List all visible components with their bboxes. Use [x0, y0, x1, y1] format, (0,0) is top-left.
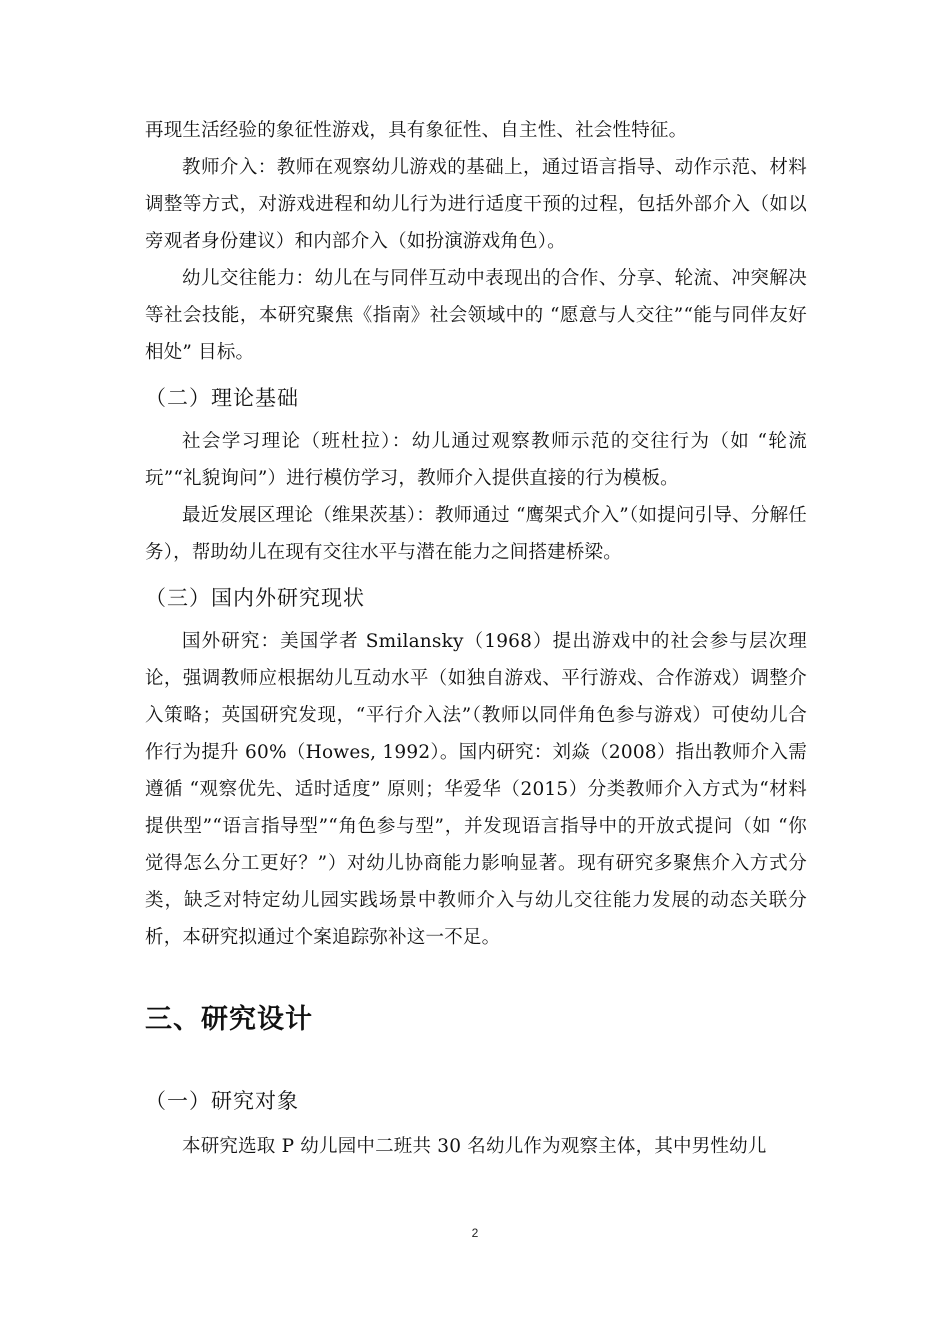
heading-research-design: 三、研究设计: [145, 1004, 313, 1035]
paragraph-teacher-intervention-definition: 教师介入：教师在观察幼儿游戏的基础上，通过语言指导、动作示范、材料调整等方式，对游戏进程和幼儿行为进行适度干预的过程，包括外部介入（如以旁观者身份建议）和内部介入（如扮演游戏角色）。: [145, 157, 807, 252]
heading-theoretical-basis: （二）理论基础: [145, 386, 299, 410]
page-number: 2: [471, 1226, 479, 1240]
paragraph-social-ability-definition: 幼儿交往能力：幼儿在与同伴互动中表现出的合作、分享、轮流、冲突解决等社会技能，本研究聚焦《指南》社会领域中的 “愿意与人交往”“能与同伴友好相处” 目标。: [145, 268, 807, 363]
paragraph-research-review: 国外研究：美国学者 Smilansky（1968）提出游戏中的社会参与层次理论，强调教师应根据幼儿互动水平（如独自游戏、平行游戏、合作游戏）调整介入策略；英国研究发现，“平行介入法”（教师以同伴角色参与游戏）可使幼儿合作行为提升 60%（Howes, 1992）。国内研究：刘焱（2008）指出教师介入需遵循 “观察优先、适时适度” 原则；华爱华（2015）分类教师介入方式为“材料提供型”“语言指导型”“角色参与型”，并发现语言指导中的开放式提问（如 “你觉得怎么分工更好？”）对幼儿协商能力影响显著。现有研究多聚焦介入方式分类，缺乏对特定幼儿园实践场景中教师介入与幼儿交往能力发展的动态关联分析，本研究拟通过个案追踪弥补这一不足。: [145, 631, 807, 948]
paragraph-social-learning-theory: 社会学习理论（班杜拉）：幼儿通过观察教师示范的交往行为（如 “轮流玩”“礼貌询问”）进行模仿学习，教师介入提供直接的行为模板。: [145, 431, 807, 489]
paragraph-continuation: 再现生活经验的象征性游戏，具有象征性、自主性、社会性特征。: [145, 120, 688, 141]
paragraph-subject-description: 本研究选取 P 幼儿园中二班共 30 名幼儿作为观察主体，其中男性幼儿: [182, 1136, 767, 1157]
heading-research-status: （三）国内外研究现状: [145, 586, 365, 610]
page-content: [145, 112, 807, 1165]
heading-research-subject: （一）研究对象: [145, 1089, 299, 1113]
paragraph-zpd-theory: 最近发展区理论（维果茨基）：教师通过 “鹰架式介入”（如提问引导、分解任务），帮助幼儿在现有交往水平与潜在能力之间搭建桥梁。: [145, 505, 807, 563]
